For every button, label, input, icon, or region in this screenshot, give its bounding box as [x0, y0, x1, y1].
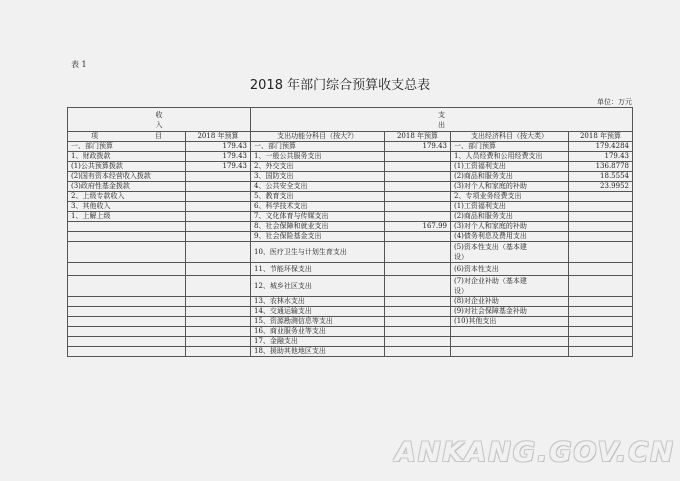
- income-amount-cell: [186, 337, 251, 347]
- func-amount-cell: [385, 232, 451, 242]
- income-amount-cell: [186, 307, 251, 317]
- table-row: [68, 202, 633, 212]
- unit-label: 单位：万元: [597, 98, 632, 106]
- econ-subject-cell: (10)其他支出: [451, 317, 569, 327]
- table-row: [68, 222, 633, 232]
- table-row: [68, 172, 633, 182]
- func-amount-cell: [385, 297, 451, 307]
- income-item-cell: [68, 232, 186, 242]
- econ-amount-cell: 23.9952: [569, 182, 633, 192]
- income-amount-cell: [186, 192, 251, 202]
- table-row: [68, 327, 633, 337]
- econ-subject-cell: (3)对个人和家庭的补助: [451, 222, 569, 232]
- econ-amount-cell: [569, 347, 633, 357]
- income-item-cell: [68, 242, 186, 263]
- func-subject-cell: 3、国防支出: [251, 172, 385, 182]
- econ-amount-cell: [569, 232, 633, 242]
- income-amount-cell: [186, 263, 251, 276]
- page-title: 2018 年部门综合预算收支总表: [249, 78, 431, 93]
- func-amount-cell: [385, 317, 451, 327]
- func-subject-cell: 7、文化体育与传媒支出: [251, 212, 385, 222]
- econ-amount-cell: 136.8778: [569, 162, 633, 172]
- income-header: [68, 108, 251, 132]
- item-label: 项: [91, 132, 98, 140]
- table-row: [68, 307, 633, 317]
- item-column-header: [68, 132, 186, 142]
- func-amount-cell: [385, 337, 451, 347]
- func-amount-cell: [385, 182, 451, 192]
- header-row-top: [68, 108, 633, 132]
- table-row: [68, 297, 633, 307]
- econ-amount-cell: [569, 202, 633, 212]
- econ-budget-header: 2018 年预算: [569, 132, 633, 142]
- table-row: [68, 347, 633, 357]
- expense-header-line2: 出: [438, 120, 445, 129]
- func-amount-cell: [385, 202, 451, 212]
- econ-amount-cell: 18.5554: [569, 172, 633, 182]
- econ-subject-cell: (6)资本性支出: [451, 263, 569, 276]
- func-subject-cell: 8、社会保障和就业支出: [251, 222, 385, 232]
- table-row: [68, 276, 633, 297]
- econ-subject-cell: (1)工资福利支出: [451, 202, 569, 212]
- income-item-cell: [68, 327, 186, 337]
- table-row: [68, 317, 633, 327]
- econ-amount-cell: [569, 242, 633, 263]
- income-item-cell: 3、其他收入: [68, 202, 186, 212]
- func-amount-cell: [385, 162, 451, 172]
- func-subject-cell: 16、商业服务业等支出: [251, 327, 385, 337]
- econ-amount-cell: [569, 297, 633, 307]
- income-item-cell: [68, 317, 186, 327]
- func-subject-cell: 一、部门预算: [251, 142, 385, 152]
- table-row: [68, 162, 633, 172]
- econ-subject-cell: [451, 276, 569, 297]
- watermark: ANKANG.GOV.CN: [395, 437, 675, 468]
- econ-amount-cell: [569, 212, 633, 222]
- func-amount-cell: [385, 152, 451, 162]
- func-amount-cell: [385, 212, 451, 222]
- income-amount-cell: [186, 297, 251, 307]
- income-header-line2: 入: [155, 120, 163, 129]
- income-amount-cell: [186, 172, 251, 182]
- table-row: [68, 263, 633, 276]
- econ-subject-cell: (1)工资福利支出: [451, 162, 569, 172]
- header-row-columns: [68, 132, 633, 142]
- func-subject-cell: 12、城乡社区支出: [251, 276, 385, 297]
- income-amount-cell: [186, 347, 251, 357]
- item-label-end: 目: [155, 132, 162, 140]
- table-number: 表 1: [71, 60, 87, 69]
- income-item-cell: [68, 222, 186, 232]
- income-budget-header: 2018 年预算: [186, 132, 251, 142]
- income-amount-cell: 179.43: [186, 152, 251, 162]
- income-item-cell: (2)国有资本经营收入拨款: [68, 172, 186, 182]
- income-amount-cell: 179.43: [186, 142, 251, 152]
- income-amount-cell: [186, 317, 251, 327]
- income-header-line1: 收: [155, 110, 163, 119]
- func-subject-cell: 6、科学技术支出: [251, 202, 385, 212]
- econ-subject-cell: (8)对企业补助: [451, 297, 569, 307]
- func-amount-cell: [385, 327, 451, 337]
- func-amount-cell: [385, 347, 451, 357]
- func-subject-cell: 9、社会保险基金支出: [251, 232, 385, 242]
- func-subject-cell: 11、节能环保支出: [251, 263, 385, 276]
- econ-subject-cell: (2)商品和服务支出: [451, 172, 569, 182]
- table-row: [68, 232, 633, 242]
- func-subject-cell: 18、援助其他地区支出: [251, 347, 385, 357]
- func-subject-cell: 5、教育支出: [251, 192, 385, 202]
- econ-subject-cell: (9)对社会保障基金补助: [451, 307, 569, 317]
- income-amount-cell: [186, 222, 251, 232]
- econ-subject-line2: 设）: [454, 287, 468, 295]
- econ-subject-cell: (4)债务利息及费用支出: [451, 232, 569, 242]
- income-item-cell: 1、财政拨款: [68, 152, 186, 162]
- income-item-cell: (1)公共预算拨款: [68, 162, 186, 172]
- func-amount-cell: [385, 276, 451, 297]
- econ-amount-cell: [569, 317, 633, 327]
- econ-subject-header: 支出经济科目（按大类）: [451, 132, 569, 142]
- econ-subject-line2: 设）: [454, 253, 468, 261]
- func-subject-cell: 10、医疗卫生与计划生育支出: [251, 242, 385, 263]
- func-amount-cell: [385, 242, 451, 263]
- table-row: [68, 242, 633, 263]
- income-amount-cell: [186, 202, 251, 212]
- func-amount-cell: [385, 172, 451, 182]
- income-amount-cell: [186, 276, 251, 297]
- income-amount-cell: [186, 232, 251, 242]
- income-amount-cell: [186, 212, 251, 222]
- func-amount-cell: 179.43: [385, 142, 451, 152]
- func-amount-cell: [385, 263, 451, 276]
- income-item-cell: 一、部门预算: [68, 142, 186, 152]
- income-item-cell: [68, 337, 186, 347]
- func-subject-cell: 1、一般公共服务支出: [251, 152, 385, 162]
- econ-subject-line1: (7)对企业补助（基本建: [454, 277, 527, 285]
- econ-subject-line1: (5)资本性支出（基本建: [454, 243, 527, 251]
- econ-subject-cell: [451, 347, 569, 357]
- table-row: [68, 337, 633, 347]
- income-item-cell: (3)政府性基金拨款: [68, 182, 186, 192]
- econ-amount-cell: [569, 327, 633, 337]
- income-item-cell: [68, 263, 186, 276]
- econ-amount-cell: [569, 263, 633, 276]
- econ-amount-cell: 179.4284: [569, 142, 633, 152]
- income-item-cell: [68, 347, 186, 357]
- income-amount-cell: 179.43: [186, 162, 251, 172]
- expense-header-line1: 支: [438, 110, 445, 119]
- econ-subject-cell: 1、人员经费和公用经费支出: [451, 152, 569, 162]
- income-item-cell: [68, 276, 186, 297]
- table-row: [68, 152, 633, 162]
- econ-amount-cell: [569, 222, 633, 232]
- table-row: [68, 192, 633, 202]
- econ-subject-cell: 一、部门预算: [451, 142, 569, 152]
- func-subject-cell: 2、外交支出: [251, 162, 385, 172]
- income-item-cell: [68, 297, 186, 307]
- income-item-cell: 2、上级专款收入: [68, 192, 186, 202]
- income-amount-cell: [186, 242, 251, 263]
- econ-subject-cell: (2)商品和服务支出: [451, 212, 569, 222]
- func-subject-cell: 14、交通运输支出: [251, 307, 385, 317]
- func-subject-header: 支出功能分科目（按大?）: [251, 132, 385, 142]
- income-amount-cell: [186, 182, 251, 192]
- econ-subject-cell: 2、专项业务经费支出: [451, 192, 569, 202]
- func-amount-cell: [385, 192, 451, 202]
- econ-subject-cell: (3)对个人和家庭的补助: [451, 182, 569, 192]
- econ-subject-cell: [451, 337, 569, 347]
- income-amount-cell: [186, 327, 251, 337]
- func-subject-cell: 13、农林水支出: [251, 297, 385, 307]
- econ-subject-cell: [451, 327, 569, 337]
- econ-subject-cell: [451, 242, 569, 263]
- income-item-cell: 1、上解上级: [68, 212, 186, 222]
- econ-amount-cell: 179.43: [569, 152, 633, 162]
- func-budget-header: 2018 年预算: [385, 132, 451, 142]
- econ-amount-cell: [569, 276, 633, 297]
- expense-header: [251, 108, 633, 132]
- econ-amount-cell: [569, 337, 633, 347]
- econ-amount-cell: [569, 307, 633, 317]
- func-amount-cell: [385, 307, 451, 317]
- table-row: [68, 142, 633, 152]
- income-item-cell: [68, 307, 186, 317]
- econ-amount-cell: [569, 192, 633, 202]
- func-subject-cell: 4、公共安全支出: [251, 182, 385, 192]
- func-amount-cell: 167.99: [385, 222, 451, 232]
- budget-summary-table: [67, 107, 633, 357]
- table-row: [68, 182, 633, 192]
- func-subject-cell: 17、金融支出: [251, 337, 385, 347]
- table-row: [68, 212, 633, 222]
- func-subject-cell: 15、资源勘测信息等支出: [251, 317, 385, 327]
